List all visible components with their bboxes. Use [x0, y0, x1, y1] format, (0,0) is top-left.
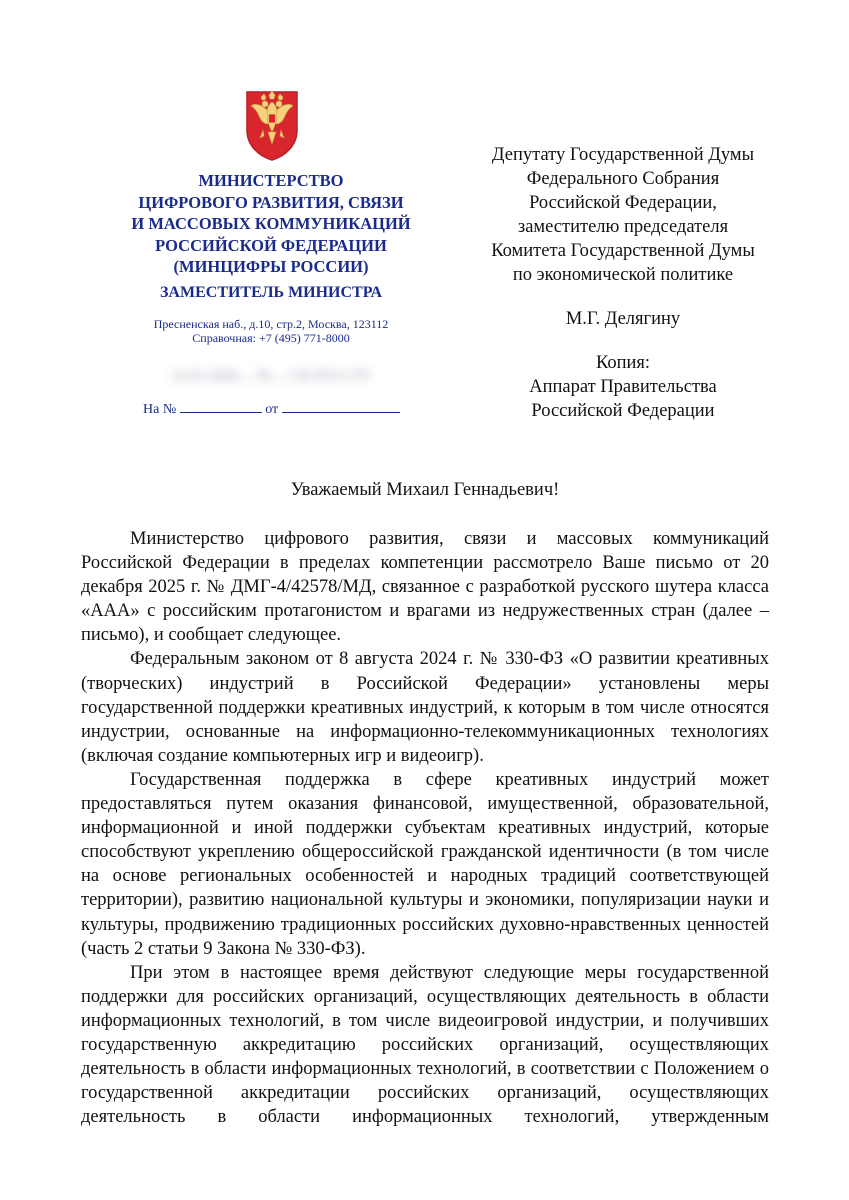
copy-label: Копия: [595, 353, 651, 373]
addressee-line: Комитета Государственной Думы [491, 241, 755, 261]
phone-line: Справочная: +7 (495) 771-8000 [192, 331, 350, 345]
reply-reference-line [143, 400, 413, 418]
reply-date-blank [282, 400, 400, 413]
reply-date-label: от [265, 402, 279, 417]
addressee-name: М.Г. Делягину [565, 309, 681, 329]
ministry-line: РОССИЙСКОЙ ФЕДЕРАЦИИ [155, 235, 387, 255]
addressee-line: Российской Федерации, [529, 193, 717, 213]
outgoing-reference-blurred: 12.01.2026 ... № ... СК-П13-179 [171, 368, 369, 384]
body-paragraph: При этом в настоящее время действуют следующие меры государственной поддержки для российских организаций, осуществляющих деятельность в области информационных технологий, в том числе видеоигровой индустрии, и получивших государственную аккредитацию российских организаций, осуществляющих деятельность в области информационных технологий, в соответствии с Положением о государственной аккредитации российских организаций, осуществляющих деятельность в области информационных технологий, утвержденным [81, 962, 769, 1128]
body-paragraph: Государственная поддержка в сфере креативных индустрий может предоставляться путем оказания финансовой, имущественной, образовательной, информационной и иной поддержки субъектам креативных индустрий, которые способствуют укреплению общероссийской гражданской идентичности (в том числе на основе региональных особенностей и народных традиций соответствующей территории), развитию национальной культуры и экономики, популяризации науки и культуры, продвижению традиционных российских духовно-нравственных ценностей (часть 2 статьи 9 Закона № 330-ФЗ). [81, 769, 769, 959]
ministry-name [108, 170, 434, 278]
addressee-line: Федерального Собрания [526, 169, 720, 189]
ministry-line: МИНИСТЕРСТВО [198, 171, 344, 190]
addressee-line: по экономической политике [512, 265, 734, 285]
addressee-line: заместителю председателя [517, 217, 729, 237]
reply-number-label: На № [143, 402, 177, 417]
greeting: Уважаемый Михаил Геннадьевич! [290, 480, 560, 500]
ministry-line: И МАССОВЫХ КОММУНИКАЦИЙ [131, 214, 411, 233]
copy-line: Российской Федерации [531, 401, 715, 421]
state-emblem-icon [243, 86, 301, 162]
letter-body [81, 527, 769, 1129]
sender-position: ЗАМЕСТИТЕЛЬ МИНИСТРА [159, 284, 383, 301]
copy-line: Аппарат Правительства [529, 377, 717, 397]
reply-number-blank [180, 400, 262, 413]
body-paragraph: Министерство цифрового развития, связи и массовых коммуникаций Российской Федерации в пределах компетенции рассмотрело Ваше письмо от 20 декабря 2025 г. № ДМГ-4/42578/МД, связанное с разработкой русского шутера класса «ААА» с российским протагонистом и врагами из недружественных стран (далее – письмо), и сообщает следующее. [81, 529, 769, 646]
address-line: Пресненская наб., д.10, стр.2, Москва, 123112 [153, 317, 389, 331]
ministry-address [108, 317, 434, 345]
addressee-block [458, 143, 788, 423]
body-paragraph: Федеральным законом от 8 августа 2024 г. № 330-ФЗ «О развитии креативных (творческих) индустрий в Российской Федерации» установлены меры государственной поддержки креативных индустрий, к которым в том числе относятся индустрии, основанные на информационно-телекоммуникационных технологиях (включая создание компьютерных игр и видеоигр). [81, 649, 769, 766]
ministry-line: (МИНЦИФРЫ РОССИИ) [173, 257, 369, 276]
addressee-line: Депутату Государственной Думы [491, 145, 755, 165]
ministry-line: ЦИФРОВОГО РАЗВИТИЯ, СВЯЗИ [138, 192, 404, 212]
